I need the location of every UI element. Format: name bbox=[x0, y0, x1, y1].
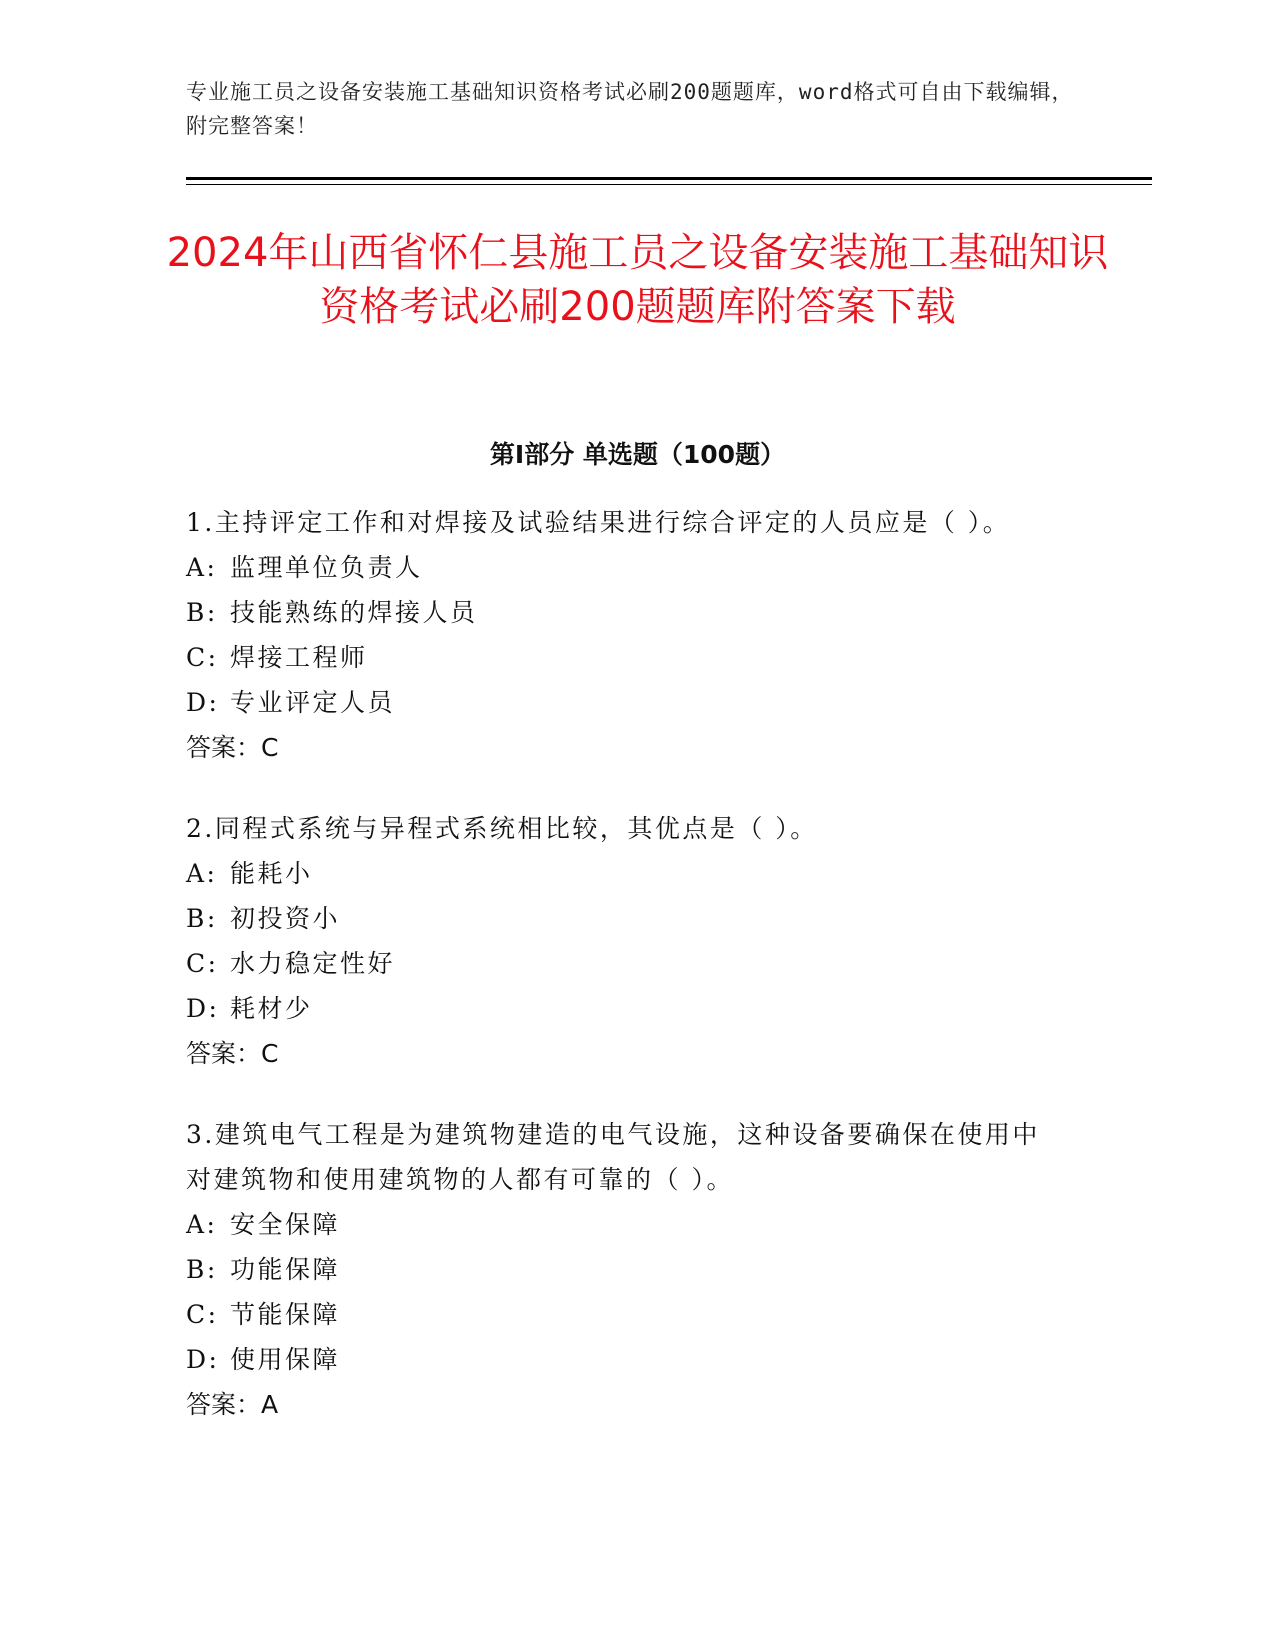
answer: 答案：A bbox=[186, 1390, 279, 1419]
option-text: 监理单位负责人 bbox=[230, 553, 423, 582]
option-a bbox=[186, 545, 1086, 590]
option-label: C: bbox=[186, 643, 219, 672]
option-text: 技能熟练的焊接人员 bbox=[230, 598, 478, 627]
section-heading: 第Ⅰ部分 单选题（100题） bbox=[489, 440, 786, 469]
option-d bbox=[186, 1337, 1046, 1382]
option-text: 安全保障 bbox=[230, 1210, 341, 1239]
option-label: C: bbox=[186, 1300, 219, 1329]
option-text: 焊接工程师 bbox=[230, 643, 368, 672]
option-label: A: bbox=[186, 859, 218, 888]
option-b bbox=[186, 590, 1086, 635]
question-3 bbox=[186, 1112, 1046, 1427]
option-text: 节能保障 bbox=[230, 1300, 341, 1329]
question-stem: 3.建筑电气工程是为建筑物建造的电气设施，这种设备要确保在使用中对建筑物和使用建筑物的人都有可靠的（ ）。 bbox=[186, 1120, 1040, 1194]
option-c bbox=[186, 1292, 1046, 1337]
option-label: D: bbox=[186, 688, 220, 717]
option-label: D: bbox=[186, 1345, 220, 1374]
option-d bbox=[186, 986, 1086, 1031]
option-text: 能耗小 bbox=[230, 859, 313, 888]
question-stem: 1.主持评定工作和对焊接及试验结果进行综合评定的人员应是（ ）。 bbox=[186, 508, 1011, 537]
option-c bbox=[186, 635, 1086, 680]
question-1 bbox=[186, 500, 1086, 770]
question-2 bbox=[186, 806, 1086, 1076]
header-rule-thin bbox=[186, 184, 1152, 185]
option-label: C: bbox=[186, 949, 219, 978]
option-d bbox=[186, 680, 1086, 725]
question-stem: 2.同程式系统与异程式系统相比较，其优点是（ ）。 bbox=[186, 814, 818, 843]
option-label: D: bbox=[186, 994, 220, 1023]
document-title: 2024年山西省怀仁县施工员之设备安装施工基础知识资格考试必刷200题题库附答案下载 bbox=[166, 230, 1109, 330]
option-label: B: bbox=[186, 904, 218, 933]
option-b bbox=[186, 1247, 1046, 1292]
option-text: 专业评定人员 bbox=[230, 688, 396, 717]
option-text: 初投资小 bbox=[230, 904, 341, 933]
option-label: B: bbox=[186, 598, 218, 627]
option-text: 功能保障 bbox=[230, 1255, 341, 1284]
header-rule-thick bbox=[186, 177, 1152, 180]
option-a bbox=[186, 1202, 1046, 1247]
header-note: 专业施工员之设备安装施工基础知识资格考试必刷200题题库，word格式可自由下载编辑，附完整答案！ bbox=[186, 80, 1074, 138]
option-text: 使用保障 bbox=[230, 1345, 341, 1374]
option-label: A: bbox=[186, 1210, 218, 1239]
option-label: A: bbox=[186, 553, 218, 582]
answer: 答案：C bbox=[186, 733, 279, 762]
option-text: 水力稳定性好 bbox=[230, 949, 396, 978]
option-label: B: bbox=[186, 1255, 218, 1284]
option-c bbox=[186, 941, 1086, 986]
option-b bbox=[186, 896, 1086, 941]
option-a bbox=[186, 851, 1086, 896]
answer: 答案：C bbox=[186, 1039, 279, 1068]
option-text: 耗材少 bbox=[230, 994, 313, 1023]
